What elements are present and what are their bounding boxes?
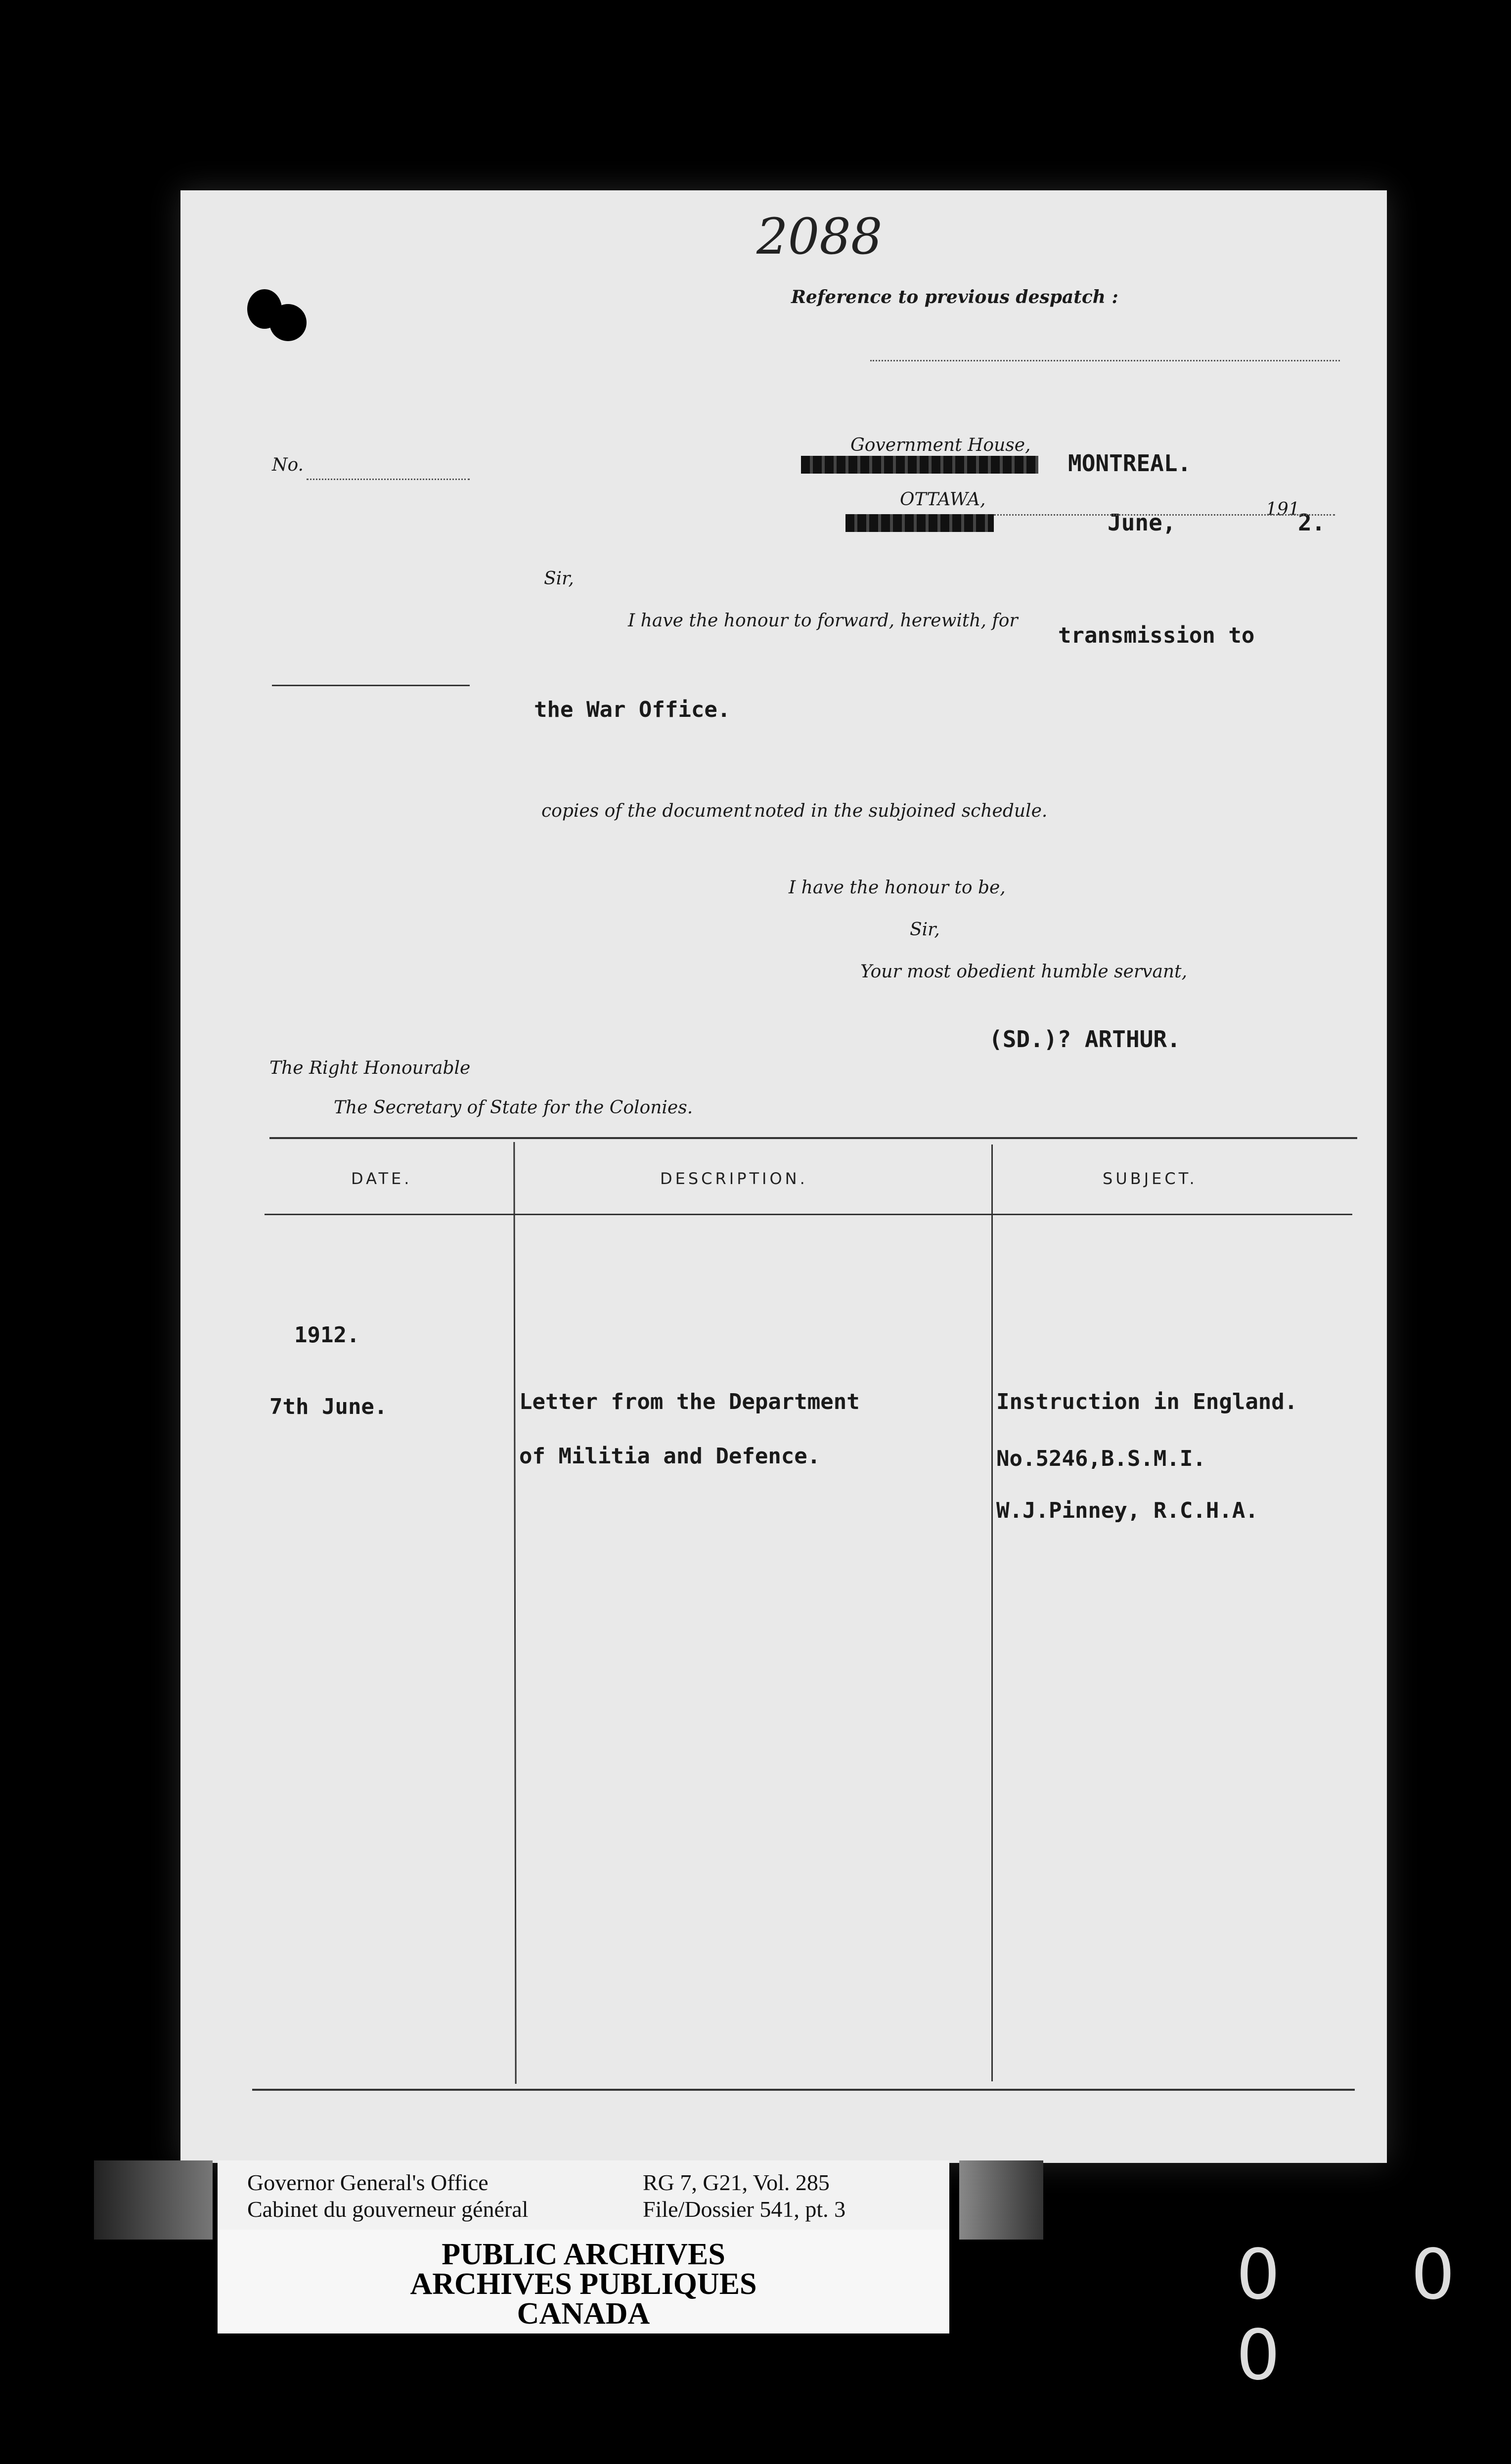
film-edge-left (94, 2160, 213, 2240)
table-date: 7th June. (269, 1394, 388, 1419)
year-suffix: 2. (1298, 509, 1326, 536)
closing-2: Sir, (910, 920, 940, 940)
body-line-1: I have the honour to forward, herewith, for (628, 611, 1018, 631)
ottawa-label: OTTAWA, (900, 489, 986, 510)
signature: (SD.)? ARTHUR. (989, 1026, 1181, 1053)
header-description: DESCRIPTION. (660, 1169, 808, 1188)
table-subject-2: No.5246,B.S.M.I. (996, 1446, 1206, 1471)
month-typed: June, (1108, 509, 1176, 536)
no-line (307, 479, 470, 480)
table-year: 1912. (294, 1322, 360, 1348)
handwritten-number: 2088 (756, 208, 883, 265)
archive-office-en: Governor General's Office (247, 2170, 489, 2195)
reference-label: Reference to previous despatch : (791, 287, 1118, 308)
closing-1: I have the honour to be, (789, 878, 1006, 898)
public-archives-stamp (218, 2230, 949, 2333)
date-line (994, 514, 1335, 516)
year-prefix: 191 (1266, 499, 1300, 520)
table-subject-1: Instruction in England. (996, 1389, 1298, 1414)
header-date: DATE. (351, 1169, 412, 1188)
archives-title-fr: ARCHIVES PUBLIQUES (410, 2267, 757, 2301)
table-subject-3: W.J.Pinney, R.C.H.A. (996, 1498, 1258, 1523)
archive-reference-label (218, 2160, 949, 2230)
archive-rg: RG 7, G21, Vol. 285 (643, 2170, 830, 2195)
struck-city-placeholder (801, 456, 1038, 474)
struck-date-placeholder (845, 514, 994, 532)
archive-office-fr: Cabinet du gouverneur général (247, 2197, 529, 2222)
closing-3: Your most obedient humble servant, (860, 962, 1188, 982)
body-typed-1: transmission to (1058, 623, 1255, 648)
body-line-2: copies of the document (541, 801, 752, 821)
archives-title-en: PUBLIC ARCHIVES (442, 2238, 725, 2271)
addressee-2: The Secretary of State for the Colonies. (334, 1098, 693, 1118)
government-house-label: Government House, (850, 435, 1031, 455)
no-label: No. (272, 455, 304, 475)
reference-line (870, 360, 1340, 361)
body-line-2b: noted in the subjoined schedule. (754, 801, 1048, 821)
table-description-1: Letter from the Department (519, 1389, 860, 1414)
punch-hole (269, 304, 307, 341)
frame-numbers: 0 0 0 (1236, 2235, 1510, 2396)
table-col-divider-2 (991, 1144, 993, 2081)
table-top-rule (269, 1137, 1357, 1139)
archive-file: File/Dossier 541, pt. 3 (643, 2197, 846, 2222)
body-typed-2: the War Office. (534, 697, 731, 722)
city-typed: MONTREAL. (1068, 450, 1192, 477)
table-bottom-rule (252, 2089, 1355, 2091)
header-subject: SUBJECT. (1103, 1169, 1198, 1188)
addressee-1: The Right Honourable (269, 1058, 471, 1078)
film-edge-right (959, 2160, 1043, 2240)
archives-title-country: CANADA (517, 2297, 650, 2331)
salutation: Sir, (544, 569, 574, 589)
margin-line (272, 685, 470, 686)
table-description-2: of Militia and Defence. (519, 1444, 821, 1469)
table-header-rule (265, 1214, 1352, 1215)
